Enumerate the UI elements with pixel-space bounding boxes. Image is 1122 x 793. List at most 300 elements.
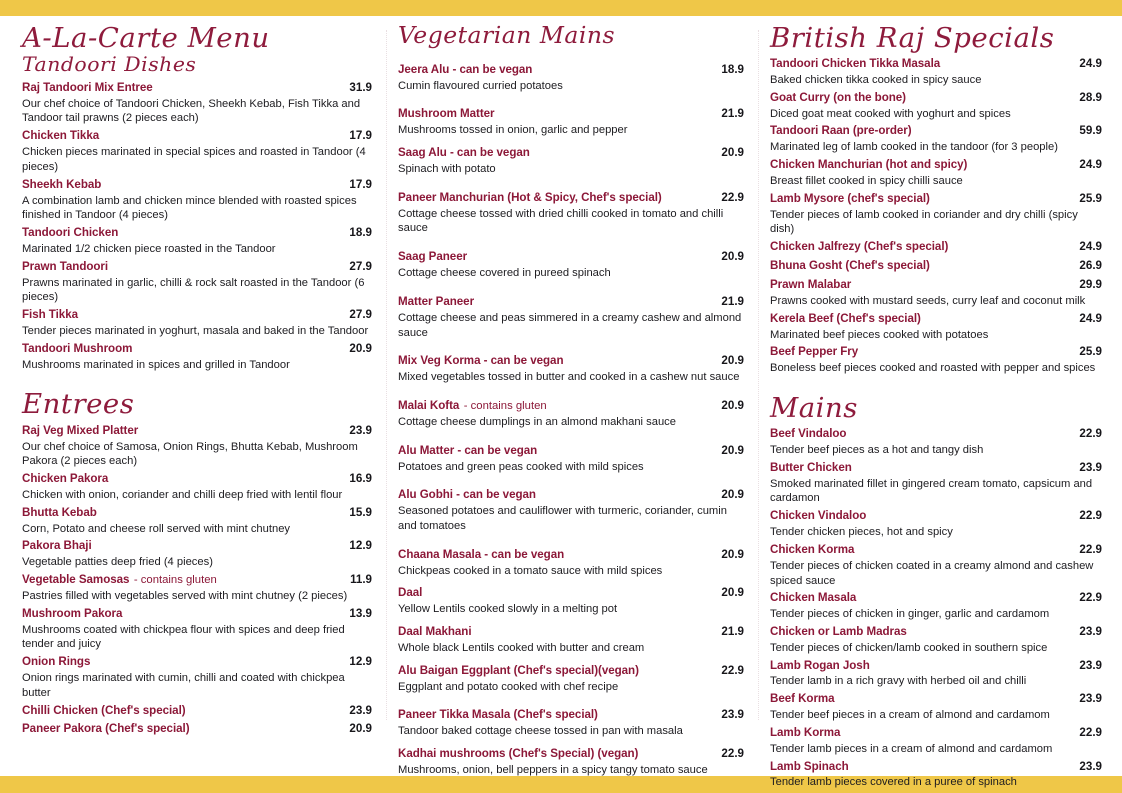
menu-item-name: Chicken Manchurian (hot and spicy) <box>770 158 968 172</box>
menu-item-name: Lamb Rogan Josh <box>770 658 870 672</box>
menu-item-name: Alu Baigan Eggplant (Chef's special)(vegan) <box>398 663 639 677</box>
menu-item <box>22 78 372 126</box>
menu-item <box>398 622 744 656</box>
menu-item <box>770 506 1102 540</box>
menu-item-header <box>398 247 744 266</box>
menu-item-title-wrap <box>770 309 921 328</box>
menu-item <box>398 583 744 617</box>
section-spacer <box>770 376 1102 394</box>
menu-item-price: 20.9 <box>349 341 372 355</box>
menu-item-header <box>398 143 744 162</box>
menu-item-title-wrap <box>770 458 852 477</box>
menu-item-name: Lamb Mysore (chef's special) <box>770 191 930 205</box>
menu-item-title-wrap <box>398 744 638 763</box>
menu-item-name: Tandoori Raan (pre-order) <box>770 124 912 138</box>
menu-page <box>0 16 1122 789</box>
menu-item-name: Prawn Tandoori <box>22 259 109 273</box>
menu-item-title-wrap <box>22 339 132 358</box>
menu-item-header <box>22 305 372 324</box>
menu-item-header <box>22 339 372 358</box>
menu-item-title-wrap <box>22 701 186 720</box>
menu-item-price: 17.9 <box>349 129 372 143</box>
menu-item-price: 27.9 <box>349 259 372 273</box>
menu-item-title-wrap <box>770 275 851 294</box>
menu-item <box>398 143 744 177</box>
menu-item-price: 12.9 <box>349 539 372 553</box>
menu-item-description: Prawns cooked with mustard seeds, curry leaf and coconut milk <box>770 294 1086 307</box>
menu-item-title-wrap <box>398 545 564 564</box>
menu-item-title-wrap <box>770 723 840 742</box>
menu-item-title-wrap <box>22 421 138 440</box>
menu-item <box>22 339 372 373</box>
menu-item-title-wrap <box>770 622 907 641</box>
menu-item-description: Chicken with onion, coriander and chilli deep fried with lentil flour <box>22 488 343 501</box>
menu-item-description: Vegetable patties deep fried (4 pieces) <box>22 556 213 569</box>
menu-item-description: Our chef choice of Tandoori Chicken, Sheekh Kebab, Fish Tikka and Tandoor tail prawns (2 pieces each) <box>22 97 361 125</box>
menu-item-description: Eggplant and potato cooked with chef recipe <box>398 680 619 693</box>
menu-item-description: Tender pieces marinated in yoghurt, masala and baked in the Tandoor <box>22 325 369 338</box>
menu-item-title-wrap <box>770 506 866 525</box>
menu-item-price: 22.9 <box>1079 725 1102 739</box>
menu-item-title-wrap <box>22 305 78 324</box>
menu-item-description: Tender pieces of chicken/lamb cooked in southern spice <box>770 641 1048 654</box>
menu-item-description: Cottage cheese tossed with dried chilli cooked in tomato and chilli sauce <box>398 207 724 235</box>
menu-item-name: Chicken or Lamb Madras <box>770 624 907 638</box>
menu-item-name: Malai Kofta <box>398 398 460 412</box>
menu-item-title-wrap <box>22 570 217 589</box>
menu-item <box>398 744 744 778</box>
menu-item-name: Chicken Pakora <box>22 472 109 486</box>
menu-item <box>22 604 372 652</box>
menu-item-title-wrap <box>398 292 474 311</box>
menu-item-price: 22.9 <box>721 190 744 204</box>
menu-item-price: 21.9 <box>721 107 744 121</box>
menu-item-name: Bhutta Kebab <box>22 505 97 519</box>
menu-item-header <box>22 223 372 242</box>
menu-item-title-wrap <box>398 485 536 504</box>
menu-item <box>770 121 1102 155</box>
menu-item <box>398 485 744 533</box>
menu-item-title-wrap <box>398 622 472 641</box>
menu-item-header <box>22 126 372 145</box>
menu-item-name: Pakora Bhaji <box>22 539 92 553</box>
menu-item-title-wrap <box>770 588 856 607</box>
menu-item-description: Tender pieces of lamb cooked in coriander and dry chilli (spicy dish) <box>770 208 1078 236</box>
menu-item <box>22 175 372 223</box>
section-title: Mains <box>770 392 858 424</box>
menu-item <box>770 189 1102 237</box>
menu-item-header <box>398 351 744 370</box>
menu-item-description: Tender chicken pieces, hot and spicy <box>770 526 953 539</box>
menu-column <box>386 24 758 778</box>
menu-item-title-wrap <box>770 121 912 140</box>
menu-item-price: 25.9 <box>1079 345 1102 359</box>
menu-item-description: Cottage cheese covered in pureed spinach <box>398 267 611 280</box>
menu-item-price: 20.9 <box>349 722 372 736</box>
menu-item-price: 26.9 <box>1079 259 1102 273</box>
menu-item-price: 22.9 <box>1079 427 1102 441</box>
menu-item-name: Beef Vindaloo <box>770 427 847 441</box>
menu-item-header <box>398 583 744 602</box>
menu-item-price: 15.9 <box>349 505 372 519</box>
menu-item-description: Tender pieces of chicken coated in a creamy almond and cashew spiced sauce <box>770 559 1094 587</box>
menu-item <box>770 54 1102 88</box>
menu-item-price: 20.9 <box>721 250 744 264</box>
menu-item <box>770 622 1102 656</box>
menu-item-price: 23.9 <box>1079 624 1102 638</box>
menu-item-description: Pastries filled with vegetables served with mint chutney (2 pieces) <box>22 589 348 602</box>
menu-item-description: Mixed vegetables tossed in butter and cooked in a cashew nut sauce <box>398 371 740 384</box>
menu-item-title-wrap <box>770 424 846 443</box>
menu-item-price: 20.9 <box>721 586 744 600</box>
menu-item-header <box>22 78 372 97</box>
menu-item-price: 29.9 <box>1079 277 1102 291</box>
menu-item-price: 22.9 <box>721 747 744 761</box>
menu-item-price: 23.9 <box>349 423 372 437</box>
menu-item-name: Matter Paneer <box>398 294 475 308</box>
menu-item <box>770 155 1102 189</box>
menu-item <box>398 247 744 281</box>
menu-column <box>22 24 386 738</box>
menu-item-name: Raj Veg Mixed Platter <box>22 423 139 437</box>
menu-item-name: Vegetable Samosas <box>22 573 130 587</box>
menu-item-description: Tandoor baked cottage cheese tossed in pan with masala <box>398 725 683 738</box>
menu-item-price: 17.9 <box>349 177 372 191</box>
menu-item-price: 25.9 <box>1079 191 1102 205</box>
menu-item-description: Smoked marinated fillet in gingered cream tomato, capsicum and cardamon <box>770 477 1093 505</box>
menu-item-name: Saag Alu - can be vegan <box>398 146 530 160</box>
menu-item <box>398 104 744 138</box>
menu-item-header <box>22 701 372 720</box>
menu-item-title-wrap <box>398 188 662 207</box>
menu-item-price: 23.9 <box>721 708 744 722</box>
menu-item <box>770 723 1102 757</box>
menu-item-name: Daal Makhani <box>398 625 472 639</box>
top-accent-bar <box>0 0 1122 16</box>
menu-item-name: Lamb Korma <box>770 725 841 739</box>
menu-item-price: 21.9 <box>721 625 744 639</box>
menu-item-title-wrap <box>22 652 90 671</box>
menu-item-header <box>770 121 1102 140</box>
menu-item-name: Tandoori Chicken Tikka Masala <box>770 57 941 71</box>
menu-item-name: Paneer Pakora (Chef's special) <box>22 722 190 736</box>
menu-item-price: 23.9 <box>1079 658 1102 672</box>
menu-item-title-wrap <box>22 469 108 488</box>
menu-item-title-wrap <box>398 60 532 79</box>
menu-item-name: Jeera Alu - can be vegan <box>398 62 533 76</box>
menu-item <box>22 305 372 339</box>
menu-item-description: Mushrooms, onion, bell peppers in a spicy tangy tomato sauce <box>398 763 708 776</box>
menu-item-name: Kerela Beef (Chef's special) <box>770 311 921 325</box>
menu-item-description: Diced goat meat cooked with yoghurt and spices <box>770 107 1011 120</box>
menu-item-description: Marinated beef pieces cooked with potatoes <box>770 328 989 341</box>
menu-item-name: Paneer Manchurian (Hot & Spicy, Chef's special) <box>398 190 662 204</box>
menu-item-name: Chicken Vindaloo <box>770 509 867 523</box>
menu-item-price: 24.9 <box>1079 311 1102 325</box>
menu-item-price: 27.9 <box>349 308 372 322</box>
menu-item-description: Breast fillet cooked in spicy chilli sauce <box>770 175 963 187</box>
section-title: British Raj Specials <box>770 23 1055 54</box>
menu-item-name: Raj Tandoori Mix Entree <box>22 80 153 94</box>
menu-item <box>770 88 1102 122</box>
menu-item-name: Kadhai mushrooms (Chef's Special) (vegan) <box>398 747 639 761</box>
menu-item-title-wrap <box>22 78 153 97</box>
menu-item-header <box>22 421 372 440</box>
menu-item-header <box>770 309 1102 328</box>
menu-item-description: Our chef choice of Samosa, Onion Rings, Bhutta Kebab, Mushroom Pakora (2 pieces each) <box>22 440 358 468</box>
menu-item <box>398 545 744 579</box>
menu-item-description: Mushrooms coated with chickpea flour with spices and deep fried tender and juicy <box>22 623 345 651</box>
menu-item-price: 20.9 <box>721 443 744 457</box>
menu-item-header <box>398 104 744 123</box>
menu-item-description: Tender lamb pieces in a cream of almond and cardamom <box>770 742 1053 755</box>
menu-item-name: Beef Pepper Fry <box>770 345 859 359</box>
menu-item-header <box>398 545 744 564</box>
menu-item-title-wrap <box>398 143 530 162</box>
menu-item-price: 22.9 <box>1079 591 1102 605</box>
menu-item-price: 31.9 <box>349 80 372 94</box>
menu-item-title-wrap <box>22 257 108 276</box>
menu-item-name: Prawn Malabar <box>770 277 852 291</box>
menu-item-title-wrap <box>22 536 92 555</box>
menu-item-header <box>398 441 744 460</box>
menu-item-description: A combination lamb and chicken mince blended with roasted spices finished in Tandoor (4 pieces) <box>22 194 357 222</box>
menu-item-description: Onion rings marinated with cumin, chilli and coated with chickpea butter <box>22 672 345 699</box>
menu-item-header <box>22 257 372 276</box>
menu-item-name: Saag Paneer <box>398 250 468 264</box>
menu-item-header <box>398 661 744 680</box>
menu-item-header <box>770 342 1102 361</box>
menu-item-name: Chicken Korma <box>770 542 855 556</box>
menu-item-price: 59.9 <box>1079 124 1102 138</box>
menu-item-name: Daal <box>398 586 423 600</box>
menu-item-description: Tender beef pieces as a hot and tangy dish <box>770 443 984 456</box>
section-spacer <box>22 372 372 390</box>
menu-item-name: Sheekh Kebab <box>22 177 102 191</box>
menu-item <box>770 540 1102 588</box>
menu-item-name: Chicken Jalfrezy (Chef's special) <box>770 240 949 254</box>
menu-item-name: Alu Gobhi - can be vegan <box>398 488 536 502</box>
menu-item-header <box>770 689 1102 708</box>
menu-item-name: Butter Chicken <box>770 460 852 474</box>
menu-item-title-wrap <box>22 223 118 242</box>
section-title: Entrees <box>22 389 135 421</box>
menu-item-description: Prawns marinated in garlic, chilli & rock salt roasted in the Tandoor (6 pieces) <box>22 276 365 304</box>
menu-item-header <box>770 54 1102 73</box>
menu-item-name: Chicken Tikka <box>22 129 100 143</box>
menu-item-note: - contains gluten <box>463 399 547 412</box>
menu-item-title-wrap <box>22 503 97 522</box>
menu-item-description: Marinated leg of lamb cooked in the tandoor (for 3 people) <box>770 141 1058 154</box>
menu-item-header <box>22 719 372 738</box>
menu-item-header <box>398 485 744 504</box>
menu-item-price: 11.9 <box>350 573 372 587</box>
menu-item-title-wrap <box>398 661 639 680</box>
menu-item-description: Tender pieces of chicken in ginger, garlic and cardamom <box>770 608 1050 621</box>
menu-item-name: Chilli Chicken (Chef's special) <box>22 703 186 717</box>
menu-item-description: Chickpeas cooked in a tomato sauce with mild spices <box>398 564 663 577</box>
menu-item <box>398 292 744 340</box>
menu-item-name: Lamb Spinach <box>770 759 849 773</box>
menu-item-title-wrap <box>770 189 930 208</box>
menu-item-description: Mushrooms marinated in spices and grilled in Tandoor <box>22 358 290 371</box>
menu-item <box>398 661 744 695</box>
menu-item <box>22 257 372 305</box>
menu-item <box>22 421 372 469</box>
menu-item-description: Corn, Potato and cheese roll served with mint chutney <box>22 522 291 535</box>
menu-item-note: - contains gluten <box>133 574 217 587</box>
menu-item <box>770 588 1102 622</box>
menu-item <box>398 351 744 385</box>
menu-item <box>398 396 744 430</box>
menu-item <box>22 469 372 503</box>
menu-item-header <box>22 503 372 522</box>
menu-item <box>22 536 372 570</box>
menu-item <box>770 757 1102 791</box>
menu-item-header <box>398 744 744 763</box>
menu-item <box>770 275 1102 309</box>
menu-item-price: 20.9 <box>721 398 744 412</box>
menu-item-name: Fish Tikka <box>22 308 78 322</box>
menu-item <box>22 503 372 537</box>
menu-item-name: Beef Korma <box>770 692 835 706</box>
menu-item-name: Onion Rings <box>22 655 91 669</box>
menu-item-title-wrap <box>398 705 598 724</box>
menu-item-title-wrap <box>22 175 101 194</box>
menu-item-name: Tandoori Mushroom <box>22 341 133 355</box>
menu-item <box>770 656 1102 690</box>
menu-item-title-wrap <box>22 719 190 738</box>
menu-item-price: 22.9 <box>721 663 744 677</box>
menu-item <box>22 701 372 720</box>
menu-item <box>770 309 1102 343</box>
menu-item-price: 23.9 <box>1079 759 1102 773</box>
menu-item-header <box>398 188 744 207</box>
menu-item <box>398 705 744 739</box>
menu-item-title-wrap <box>398 441 537 460</box>
section-subtitle: Tandoori Dishes <box>22 52 197 77</box>
menu-item-price: 18.9 <box>349 226 372 240</box>
menu-item-price: 23.9 <box>1079 460 1102 474</box>
menu-item-description: Whole black Lentils cooked with butter and cream <box>398 641 645 654</box>
menu-item-header <box>770 237 1102 256</box>
menu-item-name: Mushroom Matter <box>398 107 495 121</box>
menu-item-header <box>398 622 744 641</box>
menu-item <box>770 342 1102 376</box>
menu-item <box>22 570 372 604</box>
menu-item-header <box>770 256 1102 275</box>
menu-item-price: 20.9 <box>721 146 744 160</box>
menu-item-title-wrap <box>770 656 870 675</box>
menu-item-description: Marinated 1/2 chicken piece roasted in the Tandoor <box>22 242 276 255</box>
menu-item-header <box>398 705 744 724</box>
menu-item-header <box>770 622 1102 641</box>
menu-item-price: 23.9 <box>349 703 372 717</box>
menu-item-description: Boneless beef pieces cooked and roasted with pepper and spices <box>770 362 1096 375</box>
menu-item-header <box>770 155 1102 174</box>
menu-item-header <box>770 723 1102 742</box>
menu-item-title-wrap <box>398 583 422 602</box>
menu-item-header <box>770 757 1102 776</box>
menu-item-price: 24.9 <box>1079 240 1102 254</box>
menu-item-price: 22.9 <box>1079 542 1102 556</box>
menu-item-description: Baked chicken tikka cooked in spicy sauce <box>770 74 982 87</box>
menu-item-name: Bhuna Gosht (Chef's special) <box>770 259 930 273</box>
menu-item-description: Tender beef pieces in a cream of almond and cardamom <box>770 709 1050 722</box>
menu-item-title-wrap <box>770 757 849 776</box>
menu-item-title-wrap <box>398 396 547 415</box>
menu-item-header <box>770 458 1102 477</box>
menu-item-price: 18.9 <box>721 62 744 76</box>
menu-item-header <box>22 652 372 671</box>
menu-item-header <box>770 88 1102 107</box>
menu-item-header <box>22 570 372 589</box>
menu-item-price: 24.9 <box>1079 158 1102 172</box>
menu-item-title-wrap <box>22 604 122 623</box>
menu-item-title-wrap <box>770 342 858 361</box>
menu-item-header <box>22 536 372 555</box>
menu-item-header <box>398 292 744 311</box>
menu-item-header <box>770 189 1102 208</box>
menu-item-title-wrap <box>398 351 563 370</box>
menu-item <box>398 441 744 475</box>
menu-item-header <box>770 424 1102 443</box>
menu-item-description: Tender lamb pieces covered in a puree of spinach <box>770 776 1017 789</box>
menu-item-price: 16.9 <box>349 472 372 486</box>
menu-item-header <box>398 396 744 415</box>
menu-item-name: Chaana Masala - can be vegan <box>398 547 565 561</box>
menu-item-title-wrap <box>22 126 99 145</box>
menu-columns <box>22 24 1102 790</box>
menu-item <box>22 719 372 738</box>
menu-item <box>770 424 1102 458</box>
menu-item-title-wrap <box>770 237 948 256</box>
menu-item-price: 21.9 <box>721 294 744 308</box>
menu-item-price: 20.9 <box>721 547 744 561</box>
section-title: A-La-Carte Menu <box>22 23 270 54</box>
menu-item-title-wrap <box>770 256 930 275</box>
menu-item-header <box>22 175 372 194</box>
menu-item-header <box>770 506 1102 525</box>
menu-item-title-wrap <box>770 689 835 708</box>
menu-item-header <box>22 604 372 623</box>
menu-item-price: 20.9 <box>721 354 744 368</box>
menu-item-title-wrap <box>770 88 906 107</box>
menu-item-description: Mushrooms tossed in onion, garlic and pepper <box>398 124 628 137</box>
menu-item-description: Cottage cheese dumplings in an almond makhani sauce <box>398 415 676 428</box>
menu-item-price: 12.9 <box>349 655 372 669</box>
menu-item-description: Chicken pieces marinated in special spices and roasted in Tandoor (4 pieces) <box>22 146 366 173</box>
menu-item-header <box>770 275 1102 294</box>
menu-item-title-wrap <box>398 104 495 123</box>
menu-item-description: Spinach with potato <box>398 163 496 176</box>
menu-item <box>22 223 372 257</box>
menu-item <box>770 689 1102 723</box>
menu-item-name: Chicken Masala <box>770 591 857 605</box>
menu-item-name: Goat Curry (on the bone) <box>770 90 906 104</box>
menu-item-price: 28.9 <box>1079 90 1102 104</box>
menu-item-header <box>770 540 1102 559</box>
menu-item-price: 24.9 <box>1079 57 1102 71</box>
menu-item-name: Paneer Tikka Masala (Chef's special) <box>398 708 598 722</box>
menu-item-header <box>398 60 744 79</box>
menu-item-title-wrap <box>770 54 940 73</box>
menu-item-price: 23.9 <box>1079 692 1102 706</box>
menu-item-description: Cumin flavoured curried potatoes <box>398 79 563 92</box>
menu-item-name: Mushroom Pakora <box>22 606 123 620</box>
menu-item <box>398 60 744 94</box>
menu-item-header <box>770 588 1102 607</box>
